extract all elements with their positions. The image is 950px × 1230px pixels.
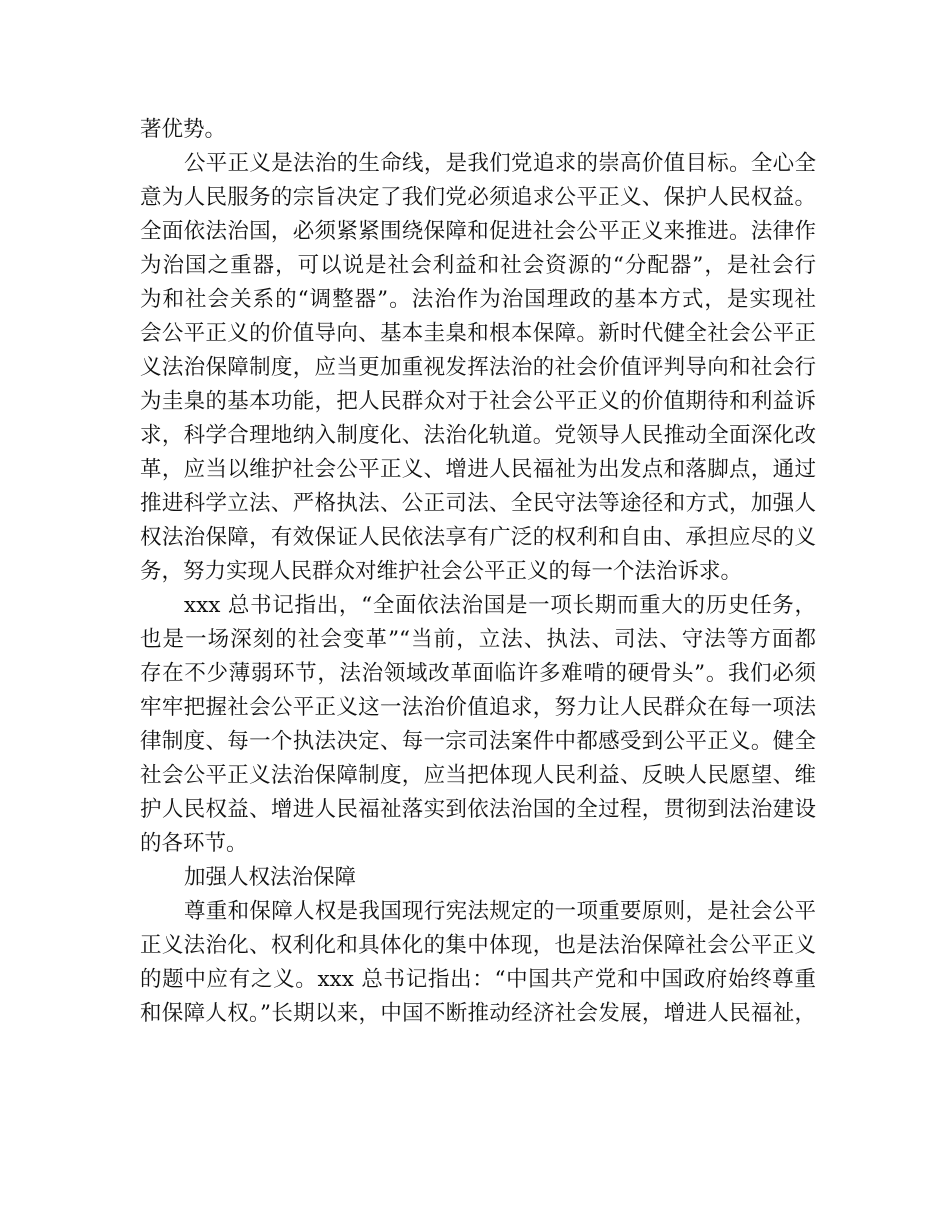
- text-line: 意为人民服务的宗旨决定了我们党必须追求公平正义、保护人民权益。: [140, 185, 816, 210]
- text-line: 著优势。: [140, 117, 227, 142]
- section-heading: 加强人权法治保障: [184, 865, 357, 890]
- text-line: 律制度、每一个执法决定、每一宗司法案件中都感受到公平正义。健全: [140, 729, 816, 754]
- text-line: 为圭臬的基本功能，把人民群众对于社会公平正义的价值期待和利益诉: [140, 389, 816, 414]
- text-line: 推进科学立法、严格执法、公正司法、全民守法等途径和方式，加强人: [140, 491, 816, 516]
- text-line: 务，努力实现人民群众对维护社会公平正义的每一个法治诉求。: [140, 559, 743, 584]
- text-line: 社会公平正义法治保障制度，应当把体现人民利益、反映人民愿望、维: [140, 763, 816, 788]
- paragraph-first-line: 尊重和保障人权是我国现行宪法规定的一项重要原则，是社会公平: [184, 899, 816, 924]
- paragraph-first-line: 公平正义是法治的生命线，是我们党追求的崇高价值目标。全心全: [184, 151, 816, 176]
- text-line: 革，应当以维护社会公平正义、增进人民福祉为出发点和落脚点，通过: [140, 457, 816, 482]
- text-line: 求，科学合理地纳入制度化、法治化轨道。党领导人民推动全面深化改: [140, 423, 816, 448]
- text-line: 全面依法治国，必须紧紧围绕保障和促进社会公平正义来推进。法律作: [140, 219, 816, 244]
- text-line: 存在不少薄弱环节，法治领域改革面临许多难啃的硬骨头”。我们必须: [140, 661, 816, 686]
- text-line: 会公平正义的价值导向、基本圭臬和根本保障。新时代健全社会公平正: [140, 321, 816, 346]
- text-line: 为和社会关系的“调整器”。法治作为治国理政的基本方式，是实现社: [140, 287, 816, 312]
- text-line: 正义法治化、权利化和具体化的集中体现，也是法治保障社会公平正义: [140, 933, 816, 958]
- text-line: 权法治保障，有效保证人民依法享有广泛的权利和自由、承担应尽的义: [140, 525, 816, 550]
- text-line: 的题中应有之义。xxx 总书记指出：“中国共产党和中国政府始终尊重: [140, 967, 816, 992]
- text-line: 也是一场深刻的社会变革”“当前，立法、执法、司法、守法等方面都: [140, 627, 816, 652]
- text-line: 和保障人权。”长期以来，中国不断推动经济社会发展，增进人民福祉，: [140, 1001, 816, 1026]
- text-line: 牢牢把握社会公平正义这一法治价值追求，努力让人民群众在每一项法: [140, 695, 816, 720]
- text-line: 为治国之重器，可以说是社会利益和社会资源的“分配器”，是社会行: [140, 253, 816, 278]
- text-line: 护人民权益、增进人民福祉落实到依法治国的全过程，贯彻到法治建设: [140, 797, 816, 822]
- text-line: 义法治保障制度，应当更加重视发挥法治的社会价值评判导向和社会行: [140, 355, 816, 380]
- paragraph-first-line: xxx 总书记指出，“全面依法治国是一项长期而重大的历史任务，: [184, 593, 816, 618]
- text-line: 的各环节。: [140, 831, 248, 856]
